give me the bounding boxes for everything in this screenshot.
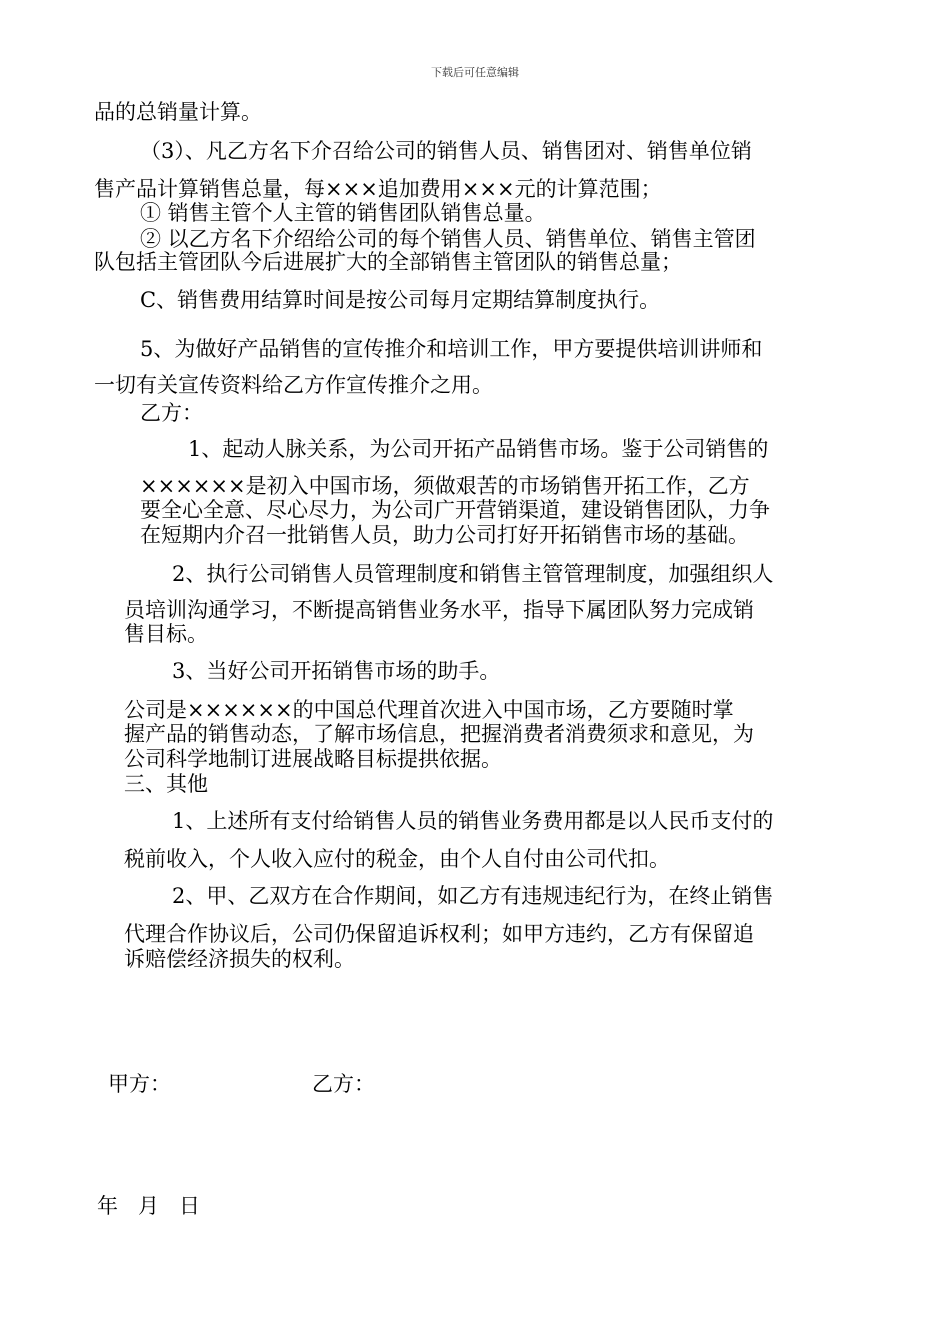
section-heading: 三、其他 [124, 772, 208, 796]
paragraph-line: 公司是××××××的中国总代理首次进入中国市场，乙方要随时掌 [124, 698, 734, 722]
paragraph-line: 代理合作协议后，公司仍保留追诉权利；如甲方违约，乙方有保留追 [124, 922, 754, 946]
paragraph-line: 5、为做好产品销售的宣传推介和培训工作，甲方要提供培训讲师和 [140, 337, 763, 361]
party-a-signature-label: 甲方： [108, 1072, 171, 1096]
paragraph-line: C、销售费用结算时间是按公司每月定期结算制度执行。 [140, 288, 661, 312]
paragraph-line: 乙方： [140, 401, 203, 425]
paragraph-line: 在短期内介召一批销售人员，助力公司打好开拓销售市场的基础。 [140, 523, 749, 547]
paragraph-line: 税前收入，个人收入应付的税金，由个人自付由公司代扣。 [124, 847, 670, 871]
paragraph-line: ② 以乙方名下介绍给公司的每个销售人员、销售单位、销售主管团 [140, 227, 756, 251]
paragraph-line: 2、执行公司销售人员管理制度和销售主管管理制度，加强组织人 [172, 562, 774, 586]
paragraph-line: （3）、凡乙方名下介召给公司的销售人员、销售团对、销售单位销 [140, 139, 752, 163]
paragraph-line: 一切有关宣传资料给乙方作宣传推介之用。 [94, 373, 493, 397]
party-b-signature-label: 乙方： [312, 1072, 375, 1096]
paragraph-line: 售产品计算销售总量，每×××追加费用×××元的计算范围； [94, 177, 662, 201]
paragraph-line: 1、起动人脉关系，为公司开拓产品销售市场。鉴于公司销售的 [188, 437, 769, 461]
paragraph-line: 员培训沟通学习，不断提高销售业务水平，指导下属团队努力完成销 [124, 598, 754, 622]
paragraph-line: 3、当好公司开拓销售市场的助手。 [172, 659, 501, 683]
paragraph-line: 队包括主管团队今后进展扩大的全部销售主管团队的销售总量； [94, 250, 682, 274]
paragraph-line: ① 销售主管个人主管的销售团队销售总量。 [140, 201, 546, 225]
paragraph-line: 2、甲、乙双方在合作期间，如乙方有违规违纪行为，在终止销售 [172, 884, 774, 908]
date-label: 年 月 日 [97, 1194, 201, 1218]
paragraph-line: 1、上述所有支付给销售人员的销售业务费用都是以人民币支付的 [172, 809, 774, 833]
paragraph-line: 诉赔偿经济损失的权利。 [124, 947, 355, 971]
paragraph-line: 公司科学地制订进展战略目标提拱依据。 [124, 747, 502, 771]
page-header: 下载后可任意编辑 [431, 66, 519, 79]
paragraph-line: 品的总销量计算。 [94, 100, 262, 124]
paragraph-line: 售目标。 [124, 622, 208, 646]
paragraph-line: 握产品的销售动态，了解市场信息，把握消费者消费须求和意见，为 [124, 722, 754, 746]
paragraph-line: ××××××是初入中国市场，须做艰苦的市场销售开拓工作，乙方 [140, 474, 750, 498]
paragraph-line: 要全心全意、尽心尽力，为公司广开营销渠道，建设销售团队，力争 [140, 498, 770, 522]
